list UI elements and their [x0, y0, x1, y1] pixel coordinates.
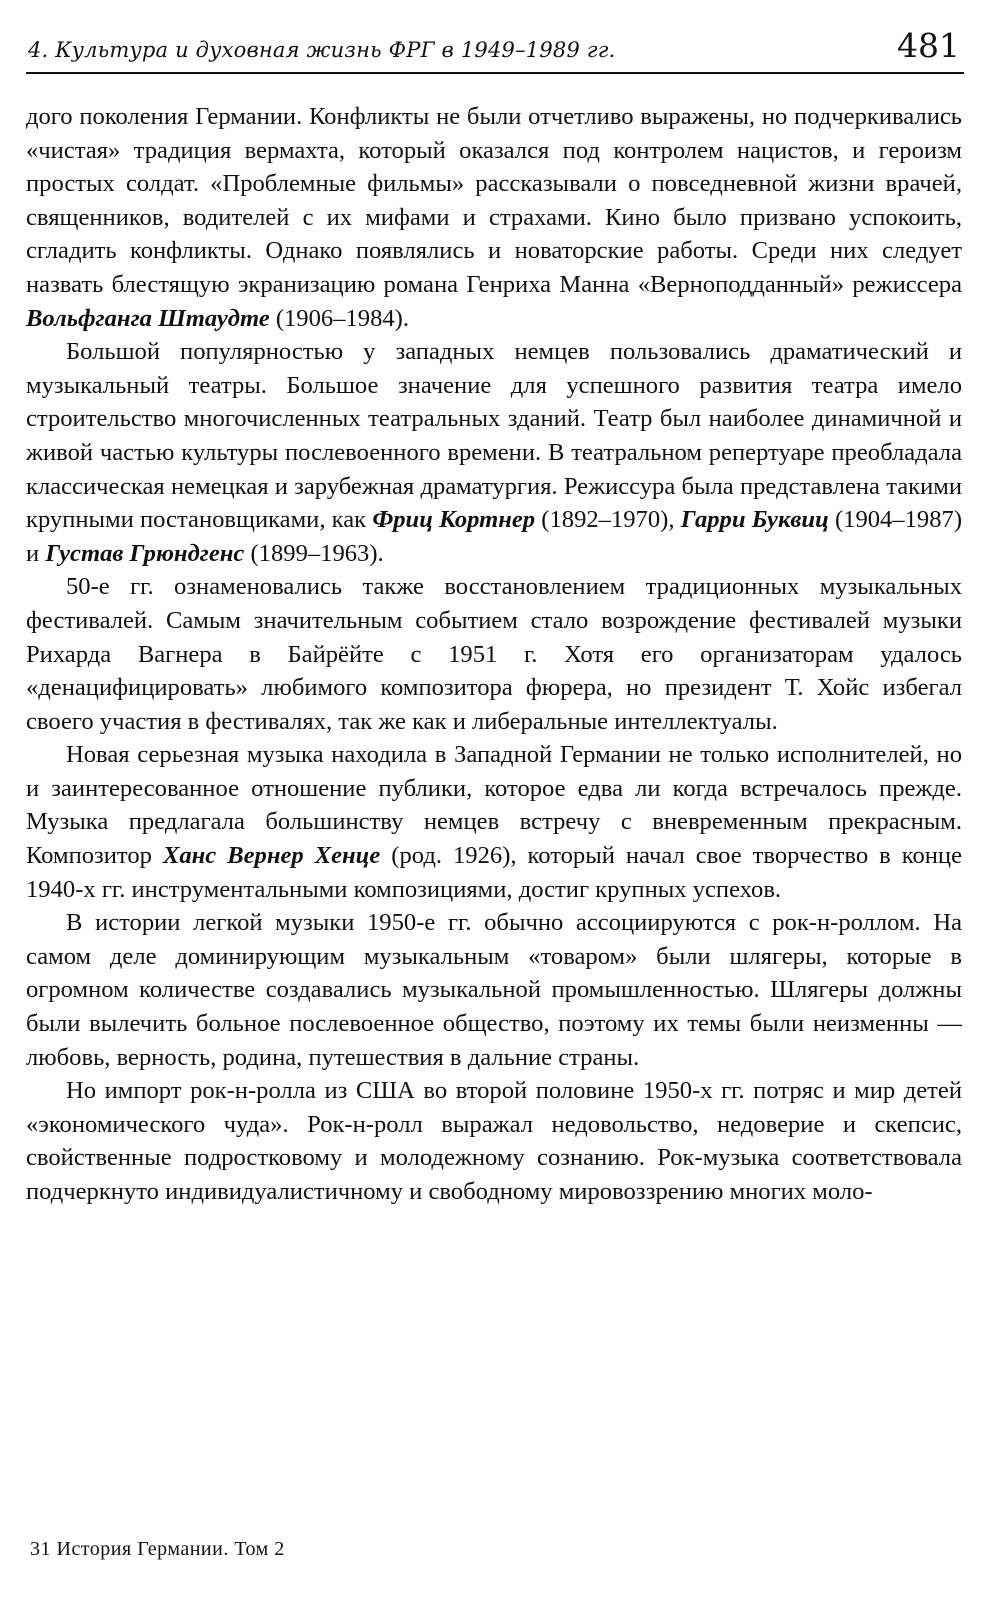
paragraph — [26, 100, 962, 335]
text-span: (1899–1963). — [244, 539, 384, 567]
text-span: дого поколения Германии. Конфликты не были отчетливо выражены, но подчеркивались «чистая» традиция вермахта, который оказался под контролем нацистов, и героизм простых солдат. «Проблемные фильмы» рассказывали о повседневной жизни врачей, священников, водителей с их мифами и страхами. Кино было призвано успокоить, сгладить конфликты. Однако появлялись и новаторские работы. Среди них следует назвать блестящую экранизацию романа Генриха Манна «Верноподданный» режиссера — [26, 103, 962, 298]
text-span: (род. 1926), который начал свое творчество в конце 1940-х гг. инструментальными композициями, достиг крупных успехов. — [26, 842, 962, 903]
person-name: Фриц Кортнер — [372, 506, 536, 534]
printer-signature: 31 История Германии. Том 2 — [30, 1538, 285, 1560]
person-name: Вольфганга Штаудте — [26, 304, 270, 332]
paragraph — [26, 570, 962, 738]
text-span: В истории легкой музыки 1950-е гг. обычно ассоциируются с рок-н-роллом. На самом деле доминирующим музыкальным «товаром» были шлягеры, которые в огромном количестве создавались музыкальной промышленностью. Шлягеры должны были вылечить больное послевоенное общество, поэтому их темы были неизменны — любовь, верность, родина, путешествия в дальние страны. — [26, 909, 962, 1071]
body-text — [26, 100, 962, 1209]
text-span: Большой популярностью у западных немцев пользовались драматический и музыкальный театры. Большое значение для успешного развития театра имело строительство многочисленных театральных зданий. Театр был наиболее динамичной и живой частью культуры послевоенного времени. В театральном репертуаре преобладала классическая немецкая и зарубежная драматургия. Режиссура была представлена такими крупными постановщиками, как — [26, 338, 962, 534]
text-span: (1892–1970), — [535, 506, 681, 534]
text-span: Новая серьезная музыка находила в Западной Германии не только исполнителей, но и заинтересованное отношение публики, которое едва ли когда встречалось прежде. Музыка предлагала большинству немцев встречу с вневременным прекрасным. Композитор — [26, 741, 962, 870]
running-title: 4. Культура и духовная жизнь ФРГ в 1949–1989 гг. — [28, 38, 616, 62]
paragraph — [26, 738, 962, 906]
running-header — [26, 26, 964, 74]
person-name: Ханс Вернер Хенце — [162, 842, 381, 870]
text-span: (1904–1987) и — [26, 506, 963, 567]
paragraph — [26, 906, 962, 1074]
text-span: 50-е гг. ознаменовались также восстановлением традиционных музыкальных фестивалей. Самым значительным событием стало возрождение фестивалей музыки Рихарда Вагнера в Байрёйте с 1951 г. Хотя его организаторам удалось «денацифицировать» любимого композитора фюрера, но президент Т. Хойс избегал своего участия в фестивалях, так же как и либеральные интеллектуалы. — [26, 573, 962, 735]
text-span: Но импорт рок-н-ролла из США во второй половине 1950-х гг. потряс и мир детей «экономического чуда». Рок-н-ролл выражал недовольство, недоверие и скепсис, свойственные подростковому и молодежному сознанию. Рок-музыка соответствовала подчеркнуто индивидуалистичному и свободному мировоззрению многих моло- — [26, 1077, 962, 1205]
paragraph — [26, 1074, 962, 1208]
person-name: Густав Грюндгенс — [45, 539, 245, 567]
paragraph — [26, 335, 962, 570]
page-number: 481 — [897, 26, 960, 65]
text-span: (1906–1984). — [269, 304, 410, 332]
person-name: Гарри Буквиц — [680, 506, 829, 534]
